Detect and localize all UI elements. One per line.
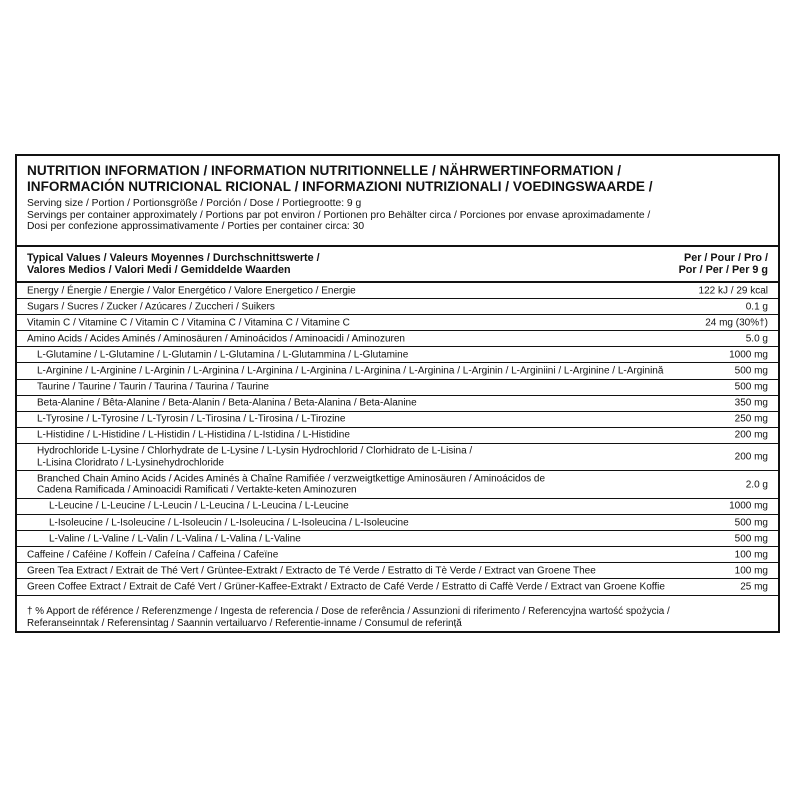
nutrient-name (37, 430, 350, 442)
nutrient-value: 1000 mg (729, 500, 768, 512)
nutrient-name-line: L-Valine / L-Valine / L-Valin / L-Valina / L-Valina / L-Valine (49, 532, 301, 544)
nutrient-name-line: Green Tea Extract / Extrait de Thé Vert / Grüntee-Extrakt / Extracto de Té Verde / Estratto di Tè Verde / Extract van Groene Thee (27, 565, 596, 577)
serving-size-line: Serving size / Portion / Portionsgröße / Porción / Dose / Portiegrootte: 9 g (27, 198, 362, 209)
nutrient-name-line: L-Leucine / L-Leucine / L-Leucin / L-Leucina / L-Leucina / L-Leucine (49, 500, 349, 512)
nutrient-row (17, 579, 778, 595)
nutrient-name (27, 301, 275, 313)
nutrient-name (27, 549, 278, 561)
divider (17, 245, 778, 247)
nutrient-row (17, 396, 778, 412)
nutrient-name (37, 381, 269, 393)
nutrient-row (17, 515, 778, 531)
nutrient-value: 25 mg (740, 581, 768, 593)
nutrient-table (17, 283, 778, 596)
nutrient-name-line: Vitamin C / Vitamine C / Vitamin C / Vitamina C / Vitamina C / Vitamine C (27, 316, 350, 328)
nutrient-name (37, 414, 345, 426)
per-serving-header (679, 252, 768, 276)
nutrient-row (17, 563, 778, 579)
nutrient-value: 500 mg (734, 532, 768, 544)
nutrient-name-line: L-Lisina Cloridrato / L-Lysinehydrochloride (37, 457, 224, 469)
nutrient-name-line: Energy / Énergie / Energie / Valor Energético / Valore Energetico / Energie (27, 284, 356, 296)
nutrient-row (17, 380, 778, 396)
nutrient-name-line: L-Isoleucine / L-Isoleucine / L-Isoleucin / L-Isoleucina / L-Isoleucina / L-Isoleucine (49, 516, 409, 528)
nutrient-value: 2.0 g (745, 478, 768, 490)
nutrient-name (49, 533, 301, 545)
nutrient-name-line: Hydrochloride L-Lysine / Chlorhydrate de L-Lysine / L-Lysin Hydrochlorid / Clorhidrato de L-Lisina / (37, 445, 473, 457)
nutrition-panel (15, 154, 780, 633)
nutrient-value: 250 mg (734, 413, 768, 425)
nutrient-row (17, 471, 778, 499)
nutrient-name-line: Taurine / Taurine / Taurin / Taurina / Taurina / Taurine (37, 381, 269, 393)
nutrient-name (37, 397, 417, 409)
servings-per-container-line: Servings per container approximately / Portions par pot environ / Portionen pro Behälter circa / Porciones por envase aproximadamente / (27, 209, 651, 221)
nutrient-value: 500 mg (734, 381, 768, 393)
nutrient-name (49, 517, 409, 529)
nutrient-value: 500 mg (734, 365, 768, 377)
nutrient-name (27, 565, 596, 577)
nutrient-value: 500 mg (734, 516, 768, 528)
nutrient-name (27, 581, 665, 593)
nutrient-name (27, 317, 350, 329)
nutrient-name-line: Sugars / Sucres / Zucker / Azúcares / Zuccheri / Suikers (27, 300, 275, 312)
header-right-line: Per / Pour / Pro / (684, 252, 768, 264)
nutrient-row (17, 299, 778, 315)
header-left-line: Valores Medios / Valori Medi / Gemiddelde Waarden (27, 264, 291, 276)
nutrient-value: 350 mg (734, 397, 768, 409)
nutrient-value: 200 mg (734, 429, 768, 441)
nutrient-value: 0.1 g (745, 300, 768, 312)
nutrient-name-line: Branched Chain Amino Acids / Acides Aminés à Chaîne Ramifiée / verzweigtkettige Aminosäuren / Aminoácidos de (37, 473, 546, 485)
nutrient-value: 100 mg (734, 565, 768, 577)
nutrient-row (17, 283, 778, 299)
nutrient-value: 1000 mg (729, 349, 768, 361)
nutrient-value: 100 mg (734, 549, 768, 561)
nutrient-name (27, 333, 405, 345)
footnote-line: † % Apport de référence / Referenzmenge / Ingesta de referencia / Dose de referência / Assunzioni di riferimento / Referencyjna wartość spożycia / (27, 606, 670, 617)
nutrient-name-line: Amino Acids / Acides Aminés / Aminosäuren / Aminoácidos / Aminoacidi / Aminozuren (27, 333, 405, 345)
title-line: INFORMACIÓN NUTRICIONAL RICIONAL / INFORMAZIONI NUTRIZIONALI / VOEDINGSWAARDE / (27, 179, 653, 194)
nutrient-row (17, 428, 778, 444)
nutrient-value: 5.0 g (745, 333, 768, 345)
nutrient-value: 200 mg (734, 451, 768, 463)
footnote-line: Referanseinntak / Referensintag / Saannin vertailuarvo / Referentie-inname / Consumul de referință (27, 617, 462, 629)
nutrient-name-line: Cadena Ramificada / Aminoacidi Ramificati / Vertakte-keten Aminozuren (37, 484, 357, 496)
serving-info (27, 198, 650, 233)
nutrient-name-line: L-Arginine / L-Arginine / L-Arginin / L-Arginina / L-Arginina / L-Arginina / L-Arginina / L-Arginina / L-Arginin / L-Arginiini / L-Arginine / L-Arginină (37, 365, 664, 377)
nutrient-row (17, 331, 778, 347)
footnote (27, 606, 670, 629)
nutrient-row (17, 363, 778, 379)
nutrient-name (37, 365, 663, 377)
header-left-line: Typical Values / Valeurs Moyennes / Durchschnittswerte / (27, 252, 320, 264)
nutrient-name (27, 285, 356, 297)
nutrient-row (17, 347, 778, 363)
title-line: NUTRITION INFORMATION / INFORMATION NUTRITIONNELLE / NÄHRWERTINFORMATION / (27, 163, 622, 178)
nutrient-name-line: Beta-Alanine / Bêta-Alanine / Beta-Alanin / Beta-Alanina / Beta-Alanina / Beta-Alanine (37, 397, 417, 409)
nutrient-name (37, 349, 408, 361)
nutrient-name (37, 473, 545, 496)
nutrient-name-line: L-Tyrosine / L-Tyrosine / L-Tyrosin / L-Tirosina / L-Tirosina / L-Tirozine (37, 413, 346, 425)
nutrient-row (17, 547, 778, 563)
nutrient-name-line: Caffeine / Caféine / Koffein / Cafeína / Caffeina / Cafeïne (27, 549, 279, 561)
nutrient-row (17, 315, 778, 331)
nutrient-name (37, 446, 472, 469)
nutrient-row (17, 499, 778, 515)
header-right-line: Por / Per / Per 9 g (678, 264, 768, 276)
nutrient-name-line: L-Glutamine / L-Glutamine / L-Glutamin / L-Glutamina / L-Glutammina / L-Glutamine (37, 349, 409, 361)
nutrient-row (17, 531, 778, 547)
servings-per-container-line: Dosi per confezione approssimativamente / Porties per container circa: 30 (27, 221, 365, 232)
nutrient-name (49, 501, 349, 513)
nutrient-value: 122 kJ / 29 kcal (698, 284, 768, 296)
nutrient-row (17, 412, 778, 428)
nutrient-name-line: Green Coffee Extract / Extrait de Café Vert / Grüner-Kaffee-Extrakt / Extracto de Café Verde / Estratto di Caffè Verde / Extract van Groene Koffie (27, 581, 665, 593)
nutrition-title (27, 163, 653, 195)
nutrient-name-line: L-Histidine / L-Histidine / L-Histidin / L-Histidina / L-Istidina / L-Histidine (37, 429, 350, 441)
typical-values-header (27, 252, 320, 276)
nutrient-row (17, 444, 778, 472)
nutrient-value: 24 mg (30%†) (705, 316, 768, 328)
